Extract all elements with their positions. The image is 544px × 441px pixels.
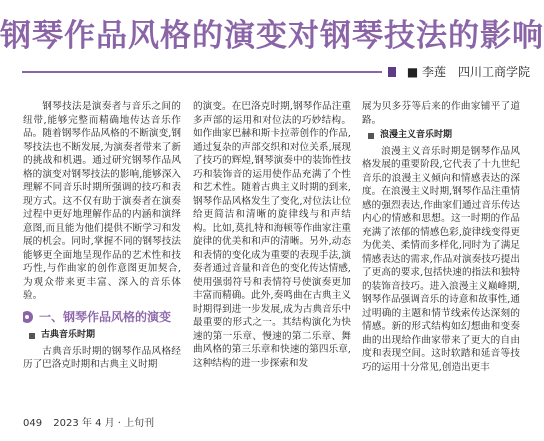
continuation-paragraph: 展为贝多芬等后来的作曲家铺平了道路。 [362,101,520,126]
subheading-romantic [368,129,520,143]
section-bullet-icon [23,311,33,323]
classical-paragraph: 古典音乐时期的钢琴作品风格经历了巴洛克时期和古典主义时期 [23,345,181,370]
byline-marker [388,67,396,77]
square-bullet-icon [368,133,374,139]
byline [22,64,530,80]
column-1 [23,100,181,400]
section-heading [23,311,181,325]
column-3 [362,100,520,410]
section-title: 一、钢琴作品风格的演变 [39,309,172,324]
issue-label: 2023 年 4 月 · 上旬刊 [53,418,155,429]
subheading-classical [29,329,181,343]
romantic-paragraph: 浪漫主义音乐时期是钢琴作品风格发展的重要阶段,它代表了十九世纪音乐的浪漫主义倾向和情感表达的深度。在浪漫主义时期,钢琴作品注重情感的强烈表达,作曲家们通过音乐传达内心的情感和思想。这一时期的作品充满了浓郁的情感色彩,旋律线变得更为优美、柔情而多样化,同时为了满足情感表达的需求,作品对演奏技巧提出了更高的要求,包括快速的指法和独特的装饰音技巧。进入浪漫主义巅峰期,钢琴作品强调音乐的诗意和故事性,通过明确的主题和情节线索传达深刻的情感。新的形式结构如幻想曲和变奏曲的出现给作曲家带来了更大的自由度和表现空间。这时软踏和延音等技巧的运用十分常见,创造出更丰 [362,145,520,373]
page-footer [23,414,154,429]
article-title: 钢琴作品风格的演变对钢琴技法的影响 [0,18,544,54]
page-number: 049 [23,418,43,429]
subheading-label: 浪漫主义音乐时期 [380,130,453,140]
subheading-label: 古典音乐时期 [41,330,96,340]
body-paragraph: 的演变。在巴洛克时期,钢琴作品注重多声部的运用和对位法的巧妙结构。如作曲家巴赫和斯卡拉蒂创作的作品,通过复杂的声部交织和对位关系,展现了技巧的辉煌,钢琴演奏中的装饰性技巧和装饰音的运用使作品充满了个性和艺术性。随着古典主义时期的到来,钢琴作品风格发生了变化,对位法让位给更简洁和清晰的旋律线与和声结构。比如,莫扎特和海顿等作曲家注重旋律的优美和和声的清晰。另外,动态和表情的变化成为重要的表现手法,演奏者通过音量和音色的变化传达情感,使用强弱符号和表情符号使演奏更加丰富而精确。此外,奏鸣曲在古典主义时期得到进一步发展,成为古典音乐中最重要的形式之一。其结构演化为快速的第一乐章、慢速的第二乐章、舞曲风格的第三乐章和快速的第四乐章,这种结构的进一步探索和发 [193,101,351,369]
intro-paragraph: 钢琴技法是演奏者与音乐之间的纽带,能够完整而精确地传达音乐作品。随着钢琴作品风格的不断演变,钢琴技法也不断发展,为演奏者带来了新的挑战和机遇。通过研究钢琴作品风格的演变对钢琴技法的影响,能够深入理解不同音乐时期所强调的技巧和表现方式。这不仅有助于演奏者在演奏过程中更好地理解作品的内涵和演绎意图,而且能为他们提供不断学习和发展的机会。同时,掌握不同的钢琴技法能够更全面地呈现作品的艺术性和技巧性,与作曲家的创作意图更加契合,为观众带来更丰富、深入的音乐体验。 [23,101,181,301]
title-rule [22,71,382,73]
square-bullet-icon [29,333,35,339]
author-line: ■ 李莲 四川工商学院 [406,65,530,79]
column-2 [193,100,351,410]
